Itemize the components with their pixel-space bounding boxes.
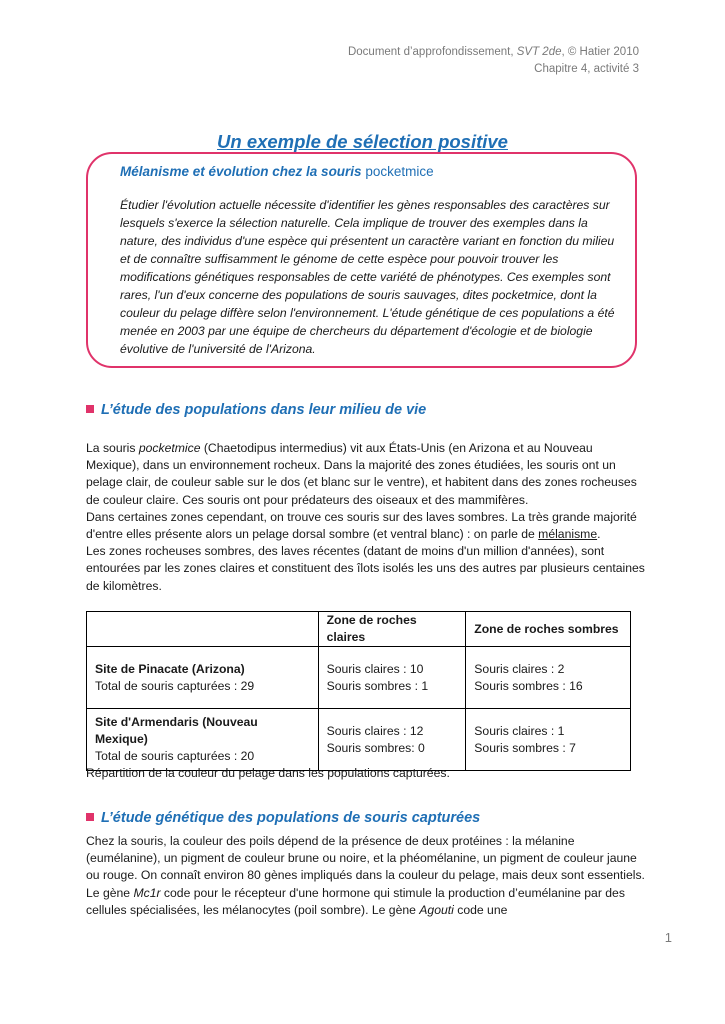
table-cell-dark: Souris claires : 1 Souris sombres : 7 xyxy=(466,709,631,771)
header-book-title: SVT 2de xyxy=(516,46,562,58)
section-heading-1-text: L’étude des populations dans leur milieu de vie xyxy=(101,402,427,418)
table-row xyxy=(87,647,631,709)
table-cell-light: Souris claires : 10 Souris sombres : 1 xyxy=(318,647,466,709)
table-caption: Répartition de la couleur du pelage dans les populations capturées. xyxy=(86,766,450,780)
intro-subtitle-text: Mélanisme et évolution chez la souris xyxy=(120,164,366,179)
table-cell-site: Site d'Armendaris (Nouveau Mexique) Total de souris capturées : 20 xyxy=(87,709,319,771)
table-header-cell xyxy=(87,612,319,647)
document-header xyxy=(348,44,639,78)
page-number: 1 xyxy=(664,930,672,945)
table-header-cell: Zone de roches sombres xyxy=(466,612,631,647)
section-1-body xyxy=(86,440,646,595)
capture-table xyxy=(86,611,631,771)
section-heading-1 xyxy=(86,402,426,418)
section-heading-2-text: L’étude génétique des populations de souris capturées xyxy=(101,810,481,826)
bullet-square-icon xyxy=(86,405,94,413)
table-cell-light: Souris claires : 12 Souris sombres: 0 xyxy=(318,709,466,771)
intro-subtitle xyxy=(120,164,434,179)
page-title: Un exemple de sélection positive xyxy=(217,131,508,152)
section-2-body xyxy=(86,833,646,919)
table-header-row xyxy=(87,612,631,647)
paragraph-2: Dans certaines zones cependant, on trouve ces souris sur des laves sombres. La très grande majorité d'entre elles présente alors un pelage dorsal sombre (et ventral blanc) : on parle de mélanisme. xyxy=(86,509,637,542)
gene-agouti: Agouti xyxy=(419,902,454,917)
section-heading-2 xyxy=(86,810,480,826)
gene-mc1r: Mc1r xyxy=(133,885,161,900)
header-copyright: , © Hatier 2010 xyxy=(561,46,639,58)
intro-subtitle-species: pocketmice xyxy=(365,164,434,179)
intro-text: Étudier l'évolution actuelle nécessite d'identifier les gènes responsables des caractères sur lesquels s'exerce la sélection naturelle. Cela implique de trouver des exemples dans la nature, des individus d'une espèce qui présentent un caractère variant en fonction du milieu et de connaître suffisamment le génome de cette espèce pour pouvoir trouver les modifications génétiques responsables de cette variété de phénotypes. Ces exemples sont rares, l'un d'eux concerne des populations de souris sauvages, dites pocketmice, dont la couleur du pelage diffère selon l'environnement. L'étude génétique de ces populations a été menée en 2003 par une équipe de chercheurs du département d'écologie et de biologie évolutive de l'université de l'Arizona. xyxy=(120,198,615,356)
paragraph-1: La souris pocketmice (Chaetodipus intermedius) vit aux États-Unis (en Arizona et au Nouveau Mexique), dans un environnement rocheux. Dans la majorité des zones étudiées, les souris ont un pelage clair, de couleur sable sur le dos (et blanc sur le ventre), et habitent dans des zones rocheuses de couleur claire. Ces souris ont pour prédateurs des oiseaux et des mammifères. xyxy=(86,441,637,507)
paragraph-4: Chez la souris, la couleur des poils dépend de la présence de deux protéines : la mélanine (eumélanine), un pigment de couleur brune ou noire, et la phéomélanine, un pigment de couleur jaune ou rouge. On connaît environ 80 gènes impliqués dans la couleur du pelage, mais deux sont essentiels. Le gène Mc1r code pour le récepteur d'une hormone qui stimule la production d’eumélanine par des cellules spécialisées, les mélanocytes (poil sombre). Le gène Agouti code une xyxy=(86,834,645,917)
paragraph-3: Les zones rocheuses sombres, des laves récentes (datant de moins d'un million d'années), sont entourées par les zones claires et constituent des îlots isolés les uns des autres par plusieurs centaines de kilomètres. xyxy=(86,544,645,593)
header-text: Document d’approfondissement, xyxy=(347,46,517,58)
melanisme-term: mélanisme xyxy=(538,527,598,542)
table-cell-site: Site de Pinacate (Arizona) Total de souris capturées : 29 xyxy=(87,647,319,709)
table-row xyxy=(87,709,631,771)
bullet-square-icon xyxy=(86,813,94,821)
table-cell-dark: Souris claires : 2 Souris sombres : 16 xyxy=(466,647,631,709)
header-line-2: Chapitre 4, activité 3 xyxy=(534,63,639,75)
table-header-cell: Zone de roches claires xyxy=(318,612,466,647)
header-line-1 xyxy=(348,44,639,61)
